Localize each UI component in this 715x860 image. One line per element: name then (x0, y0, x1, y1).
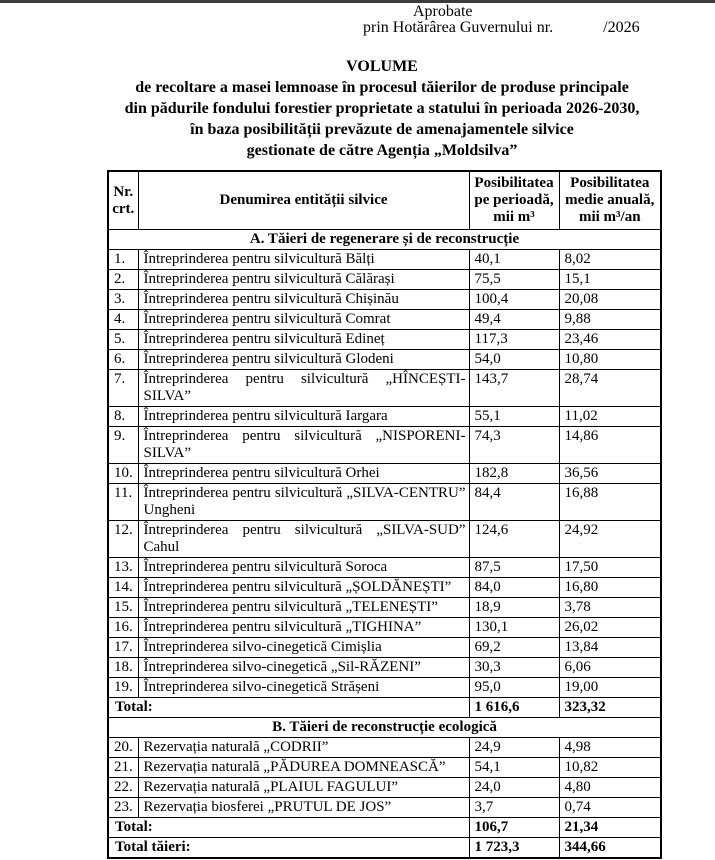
row-number: 6. (108, 350, 138, 370)
row-number: 9. (108, 427, 138, 464)
row-number: 21. (108, 758, 138, 778)
table-row (108, 778, 661, 798)
period-volume: 55,1 (469, 407, 559, 427)
table-row (108, 738, 661, 758)
period-volume: 74,3 (469, 427, 559, 464)
row-number: 4. (108, 310, 138, 330)
period-volume: 84,0 (469, 578, 559, 598)
title-line: din pădurile fondului forestier proprietate a statului în perioada 2026-2030, (124, 100, 640, 117)
entity-name: Întreprinderea silvo-cinegetică Cimișlia (138, 638, 469, 658)
period-volume: 3,7 (469, 798, 559, 818)
annual-volume: 9,88 (559, 310, 661, 330)
table-row (108, 427, 661, 464)
table-body (108, 230, 661, 859)
table-row (108, 464, 661, 484)
period-volume: 24,0 (469, 778, 559, 798)
entity-name: Întreprinderea pentru silvicultură „ȘOLDĂNEȘTI” (138, 578, 469, 598)
grand-total-row (108, 838, 661, 859)
entity-name: Întreprinderea pentru silvicultură Soroca (138, 558, 469, 578)
annual-volume: 24,92 (559, 521, 661, 558)
header-entity-name: Denumirea entității silvice (138, 171, 469, 230)
annual-volume: 36,56 (559, 464, 661, 484)
title-line: gestionate de către Agenția „Moldsilva” (246, 142, 518, 159)
annual-volume: 16,88 (559, 484, 661, 521)
section-total-row (108, 818, 661, 838)
period-volume: 100,4 (469, 290, 559, 310)
table-header (108, 171, 661, 230)
entity-name: Întreprinderea pentru silvicultură „NISPORENI-SILVA” (138, 427, 469, 464)
row-number: 14. (108, 578, 138, 598)
annual-volume: 23,46 (559, 330, 661, 350)
period-volume: 124,6 (469, 521, 559, 558)
table-row (108, 270, 661, 290)
table-row (108, 558, 661, 578)
annual-volume: 19,00 (559, 678, 661, 698)
section-label: A. Tăieri de regenerare și de reconstrucție (108, 230, 661, 250)
period-volume: 69,2 (469, 638, 559, 658)
total-label: Total: (108, 698, 469, 718)
period-volume: 130,1 (469, 618, 559, 638)
period-volume: 75,5 (469, 270, 559, 290)
approval-line-1: Aprobate (413, 3, 473, 20)
table-row (108, 578, 661, 598)
row-number: 13. (108, 558, 138, 578)
entity-name: Rezervația naturală „CODRII” (138, 738, 469, 758)
table-row (108, 678, 661, 698)
entity-name: Întreprinderea pentru silvicultură „TELENEȘTI” (138, 598, 469, 618)
annual-volume: 4,98 (559, 738, 661, 758)
volume-table (107, 170, 662, 859)
table-row (108, 658, 661, 678)
table-row (108, 521, 661, 558)
table-row (108, 310, 661, 330)
approval-decree-year: /2026 (603, 19, 640, 36)
annual-volume: 6,06 (559, 658, 661, 678)
header-period-volume: Posibilitatea pe perioadă, mii m³ (469, 171, 559, 230)
annual-volume: 20,08 (559, 290, 661, 310)
entity-name: Întreprinderea pentru silvicultură „TIGHINA” (138, 618, 469, 638)
row-number: 1. (108, 250, 138, 270)
period-volume: 54,0 (469, 350, 559, 370)
annual-volume: 26,02 (559, 618, 661, 638)
title-line: în baza posibilității prevăzute de amenajamentele silvice (190, 121, 574, 138)
period-volume: 30,3 (469, 658, 559, 678)
table-row (108, 618, 661, 638)
row-number: 19. (108, 678, 138, 698)
period-volume: 24,9 (469, 738, 559, 758)
row-number: 3. (108, 290, 138, 310)
entity-name: Întreprinderea pentru silvicultură „SILVA-SUD” Cahul (138, 521, 469, 558)
table-row (108, 638, 661, 658)
table-row (108, 758, 661, 778)
table-header-row (108, 171, 661, 230)
annual-volume: 13,84 (559, 638, 661, 658)
period-volume: 143,7 (469, 370, 559, 407)
annual-volume: 0,74 (559, 798, 661, 818)
row-number: 20. (108, 738, 138, 758)
row-number: 17. (108, 638, 138, 658)
entity-name: Întreprinderea pentru silvicultură Edineț (138, 330, 469, 350)
entity-name: Întreprinderea pentru silvicultură Orhei (138, 464, 469, 484)
approval-decree-text: prin Hotărârea Guvernului nr. (363, 19, 554, 36)
row-number: 22. (108, 778, 138, 798)
title-line: de recoltare a masei lemnoase în procesul tăierilor de produse principale (135, 79, 629, 96)
table-row (108, 484, 661, 521)
annual-volume: 15,1 (559, 270, 661, 290)
entity-name: Întreprinderea silvo-cinegetică „Sil-RĂZENI” (138, 658, 469, 678)
entity-name: Rezervația naturală „PĂDUREA DOMNEASCĂ” (138, 758, 469, 778)
row-number: 11. (108, 484, 138, 521)
entity-name: Rezervația naturală „PLAIUL FAGULUI” (138, 778, 469, 798)
period-volume: 49,4 (469, 310, 559, 330)
annual-volume: 10,80 (559, 350, 661, 370)
table-row (108, 370, 661, 407)
entity-name: Întreprinderea pentru silvicultură Iargara (138, 407, 469, 427)
approval-line-2 (363, 20, 715, 36)
table-row (108, 407, 661, 427)
annual-volume: 16,80 (559, 578, 661, 598)
section-header-row (108, 718, 661, 738)
total-annual-volume: 323,32 (559, 698, 661, 718)
approval-block (363, 0, 715, 36)
entity-name: Întreprinderea silvo-cinegetică Strășeni (138, 678, 469, 698)
total-period-volume: 106,7 (469, 818, 559, 838)
annual-volume: 4,80 (559, 778, 661, 798)
period-volume: 18,9 (469, 598, 559, 618)
period-volume: 54,1 (469, 758, 559, 778)
period-volume: 95,0 (469, 678, 559, 698)
section-header-row (108, 230, 661, 250)
period-volume: 182,8 (469, 464, 559, 484)
table-row (108, 598, 661, 618)
annual-volume: 17,50 (559, 558, 661, 578)
entity-name: Întreprinderea pentru silvicultură Glodeni (138, 350, 469, 370)
annual-volume: 8,02 (559, 250, 661, 270)
entity-name: Întreprinderea pentru silvicultură „SILVA-CENTRU” Ungheni (138, 484, 469, 521)
period-volume: 40,1 (469, 250, 559, 270)
document-title (64, 56, 700, 161)
grand-total-period-volume: 1 723,3 (469, 838, 559, 859)
table-row (108, 290, 661, 310)
section-total-row (108, 698, 661, 718)
annual-volume: 11,02 (559, 407, 661, 427)
table-row (108, 350, 661, 370)
total-period-volume: 1 616,6 (469, 698, 559, 718)
entity-name: Întreprinderea pentru silvicultură Chișinău (138, 290, 469, 310)
title-heading: VOLUME (346, 58, 418, 75)
entity-name: Întreprinderea pentru silvicultură Comrat (138, 310, 469, 330)
row-number: 2. (108, 270, 138, 290)
entity-name: Întreprinderea pentru silvicultură Călărași (138, 270, 469, 290)
row-number: 8. (108, 407, 138, 427)
header-annual-volume: Posibilitatea medie anuală, mii m³/an (559, 171, 661, 230)
entity-name: Rezervația biosferei „PRUTUL DE JOS” (138, 798, 469, 818)
row-number: 16. (108, 618, 138, 638)
total-label: Total: (108, 818, 469, 838)
period-volume: 84,4 (469, 484, 559, 521)
row-number: 12. (108, 521, 138, 558)
table-row (108, 798, 661, 818)
header-nr-crt: Nr. crt. (108, 171, 138, 230)
annual-volume: 28,74 (559, 370, 661, 407)
entity-name: Întreprinderea pentru silvicultură Bălți (138, 250, 469, 270)
entity-name: Întreprinderea pentru silvicultură „HÎNCEȘTI-SILVA” (138, 370, 469, 407)
table-row (108, 330, 661, 350)
grand-total-annual-volume: 344,66 (559, 838, 661, 859)
section-label: B. Tăieri de reconstrucție ecologică (108, 718, 661, 738)
annual-volume: 14,86 (559, 427, 661, 464)
period-volume: 87,5 (469, 558, 559, 578)
scan-edge-line (0, 0, 715, 3)
row-number: 18. (108, 658, 138, 678)
annual-volume: 3,78 (559, 598, 661, 618)
total-annual-volume: 21,34 (559, 818, 661, 838)
row-number: 15. (108, 598, 138, 618)
row-number: 23. (108, 798, 138, 818)
table-row (108, 250, 661, 270)
row-number: 5. (108, 330, 138, 350)
grand-total-label: Total tăieri: (108, 838, 469, 859)
period-volume: 117,3 (469, 330, 559, 350)
row-number: 10. (108, 464, 138, 484)
row-number: 7. (108, 370, 138, 407)
annual-volume: 10,82 (559, 758, 661, 778)
